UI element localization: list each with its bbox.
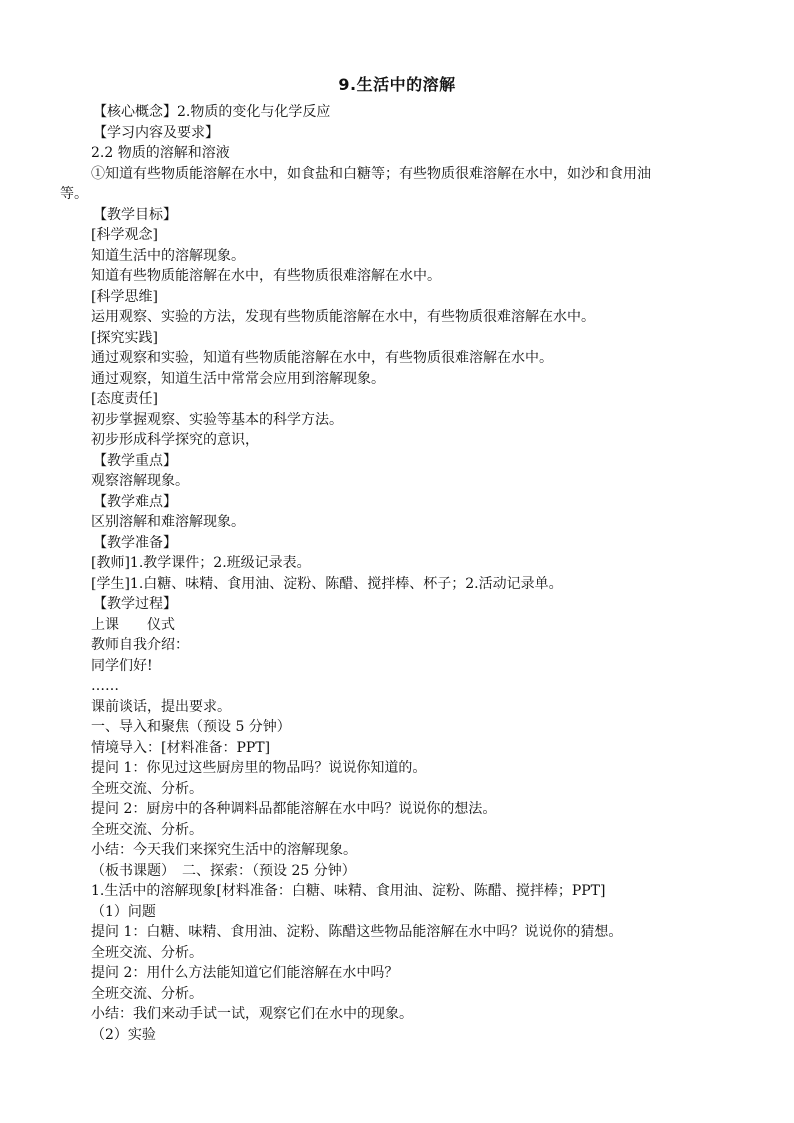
text-line: 小结：今天我们来探究生活中的溶解现象。: [91, 842, 357, 858]
text-line: 教师自我介绍：: [91, 637, 189, 653]
text-line: 通过观察，知道生活中常常会应用到溶解现象。: [91, 370, 385, 387]
text-line: （板书课题） 二、探索：（预设 25 分钟）: [91, 862, 356, 879]
text-line: （1）问题: [91, 903, 156, 920]
text-line: 知道有些物质能溶解在水中，有些物质很难溶解在水中。: [91, 268, 441, 284]
section-heading-learning-content: 【学习内容及要求】: [93, 124, 219, 141]
section-heading-preparation: 【教学准备】: [93, 534, 177, 551]
text-line: 提问 2：用什么方法能知道它们能溶解在水中吗？: [91, 965, 399, 981]
section-heading-key-point: 【教学重点】: [93, 452, 177, 469]
text-line: 提问 1：你见过这些厨房里的物品吗？说说你知道的。: [91, 760, 427, 776]
text-line-continuation: 等。: [60, 186, 88, 202]
text-line: ①知道有些物质能溶解在水中，如食盐和白糖等；有些物质很难溶解在水中，如沙和食用油: [91, 165, 651, 182]
text-line: 初步形成科学探究的意识，: [91, 432, 259, 448]
document-body: [60, 102, 741, 1045]
text-line: ……: [91, 678, 119, 694]
section-heading-difficulty: 【教学难点】: [93, 493, 177, 510]
text-line: 提问 2：厨房中的各种调料品都能溶解在水中吗？说说你的想法。: [91, 801, 497, 817]
subheading: [科学思维]: [91, 288, 158, 305]
text-line: 1.生活中的溶解现象[材料准备：白糖、味精、食用油、淀粉、陈醋、搅拌棒；PPT]: [91, 883, 606, 899]
text-line: 运用观察、实验的方法，发现有些物质能溶解在水中，有些物质很难溶解在水中。: [91, 309, 595, 325]
text-line: 全班交流、分析。: [91, 821, 203, 838]
text-line: 情境导入：[材料准备：PPT]: [91, 739, 271, 756]
text-line: 初步掌握观察、实验等基本的科学方法。: [91, 411, 343, 428]
text-line: （2）实验: [91, 1026, 156, 1043]
subheading: [态度责任]: [91, 391, 158, 407]
text-line: 提问 1：白糖、味精、食用油、淀粉、陈醋这些物品能溶解在水中吗？说说你的猜想。: [91, 924, 623, 940]
subheading: [探究实践]: [91, 329, 158, 346]
text-line: 课前谈话，提出要求。: [91, 698, 231, 715]
text-line: 区别溶解和难溶解现象。: [91, 514, 245, 530]
text-line: 观察溶解现象。: [91, 473, 189, 489]
text-line: [教师]1.教学课件；2.班级记录表。: [91, 555, 311, 571]
section-heading-process: 【教学过程】: [93, 596, 177, 612]
text-line: 一、导入和聚焦（预设 5 分钟）: [91, 719, 291, 735]
text-line: 全班交流、分析。: [91, 780, 203, 797]
section-heading-teaching-goals: 【教学目标】: [93, 206, 177, 223]
text-line: 同学们好!: [91, 657, 153, 674]
text-line: 2.2 物质的溶解和溶液: [91, 145, 230, 161]
subheading: [科学观念]: [91, 227, 158, 243]
page-title: 9.生活中的溶解: [338, 75, 456, 94]
text-line: 全班交流、分析。: [91, 944, 203, 961]
core-concept-line: 【核心概念】2.物质的变化与化学反应: [93, 104, 331, 120]
text-line: 全班交流、分析。: [91, 985, 203, 1002]
text-line: [学生]1.白糖、味精、食用油、淀粉、陈醋、搅拌棒、杯子；2.活动记录单。: [91, 575, 563, 592]
text-line: 知道生活中的溶解现象。: [91, 247, 245, 264]
text-line: 通过观察和实验，知道有些物质能溶解在水中，有些物质很难溶解在水中。: [91, 350, 553, 366]
text-line: 小结：我们来动手试一试，观察它们在水中的现象。: [91, 1006, 413, 1022]
text-line: 上课 仪式: [91, 616, 175, 633]
